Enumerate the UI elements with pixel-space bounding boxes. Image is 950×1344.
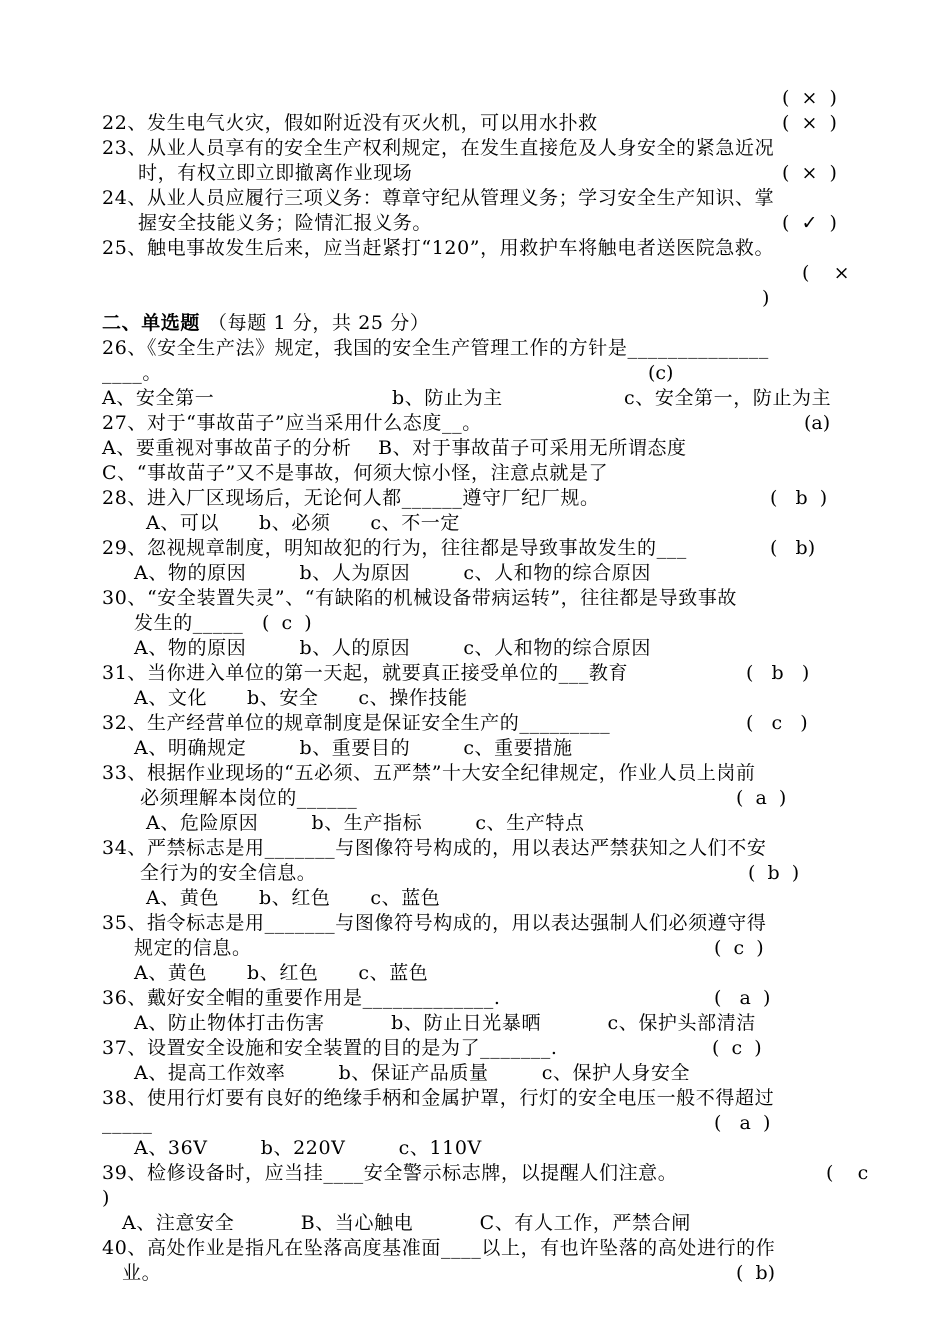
q34-text: 34、严禁标志是用_______与图像符号构成的，用以表达严禁获知之人们不安: [102, 837, 767, 859]
answer-q24: ( ✓ ): [782, 212, 837, 234]
q26-text-cont: ____。: [102, 362, 163, 384]
q33-options: A、危险原因 b、生产指标 c、生产特点: [146, 812, 585, 834]
answer-q37: ( c ): [712, 1037, 762, 1059]
q37-options: A、提高工作效率 b、保证产品质量 c、保护人身安全: [134, 1062, 691, 1084]
q38-options: A、36V b、220V c、110V: [134, 1137, 482, 1159]
q26-text: 26、《安全生产法》规定，我国的安全生产管理工作的方针是______________: [102, 337, 769, 359]
answer-q39: ( c: [826, 1162, 869, 1184]
answer-q30: ( c ): [262, 612, 312, 634]
answer-q25-close: ): [762, 287, 770, 309]
answer-q32: ( c ): [746, 712, 808, 734]
q36-text: 36、戴好安全帽的重要作用是_____________.: [102, 987, 501, 1009]
q30-text-cont: 发生的_____: [134, 612, 244, 634]
answer-q36: ( a ): [714, 987, 771, 1009]
q34-options: A、黄色 b、红色 c、蓝色: [146, 887, 441, 909]
answer-q21: ( × ): [782, 87, 837, 109]
q35-text: 35、指令标志是用_______与图像符号构成的，用以表达强制人们必须遵守得: [102, 912, 767, 934]
q33-text-cont: 必须理解本岗位的______: [140, 787, 358, 809]
q29-options: A、物的原因 b、人为原因 c、人和物的综合原因: [134, 562, 651, 584]
q40-text-cont: 业。: [122, 1262, 162, 1284]
q23-text-cont: 时，有权立即立即撤离作业现场: [138, 162, 413, 184]
q32-text: 32、生产经营单位的规章制度是保证安全生产的_________: [102, 712, 611, 734]
q28-options: A、可以 b、必须 c、不一定: [146, 512, 460, 534]
q27-option-c: C、“事故苗子”又不是事故，何须大惊小怪，注意点就是了: [102, 462, 609, 484]
q33-text: 33、根据作业现场的“五必须、五严禁”十大安全纪律规定，作业人员上岗前: [102, 762, 756, 784]
answer-q25: ( ×: [802, 262, 850, 284]
q30-options: A、物的原因 b、人的原因 c、人和物的综合原因: [134, 637, 651, 659]
q38-text: 38、使用行灯要有良好的绝缘手柄和金属护罩，行灯的安全电压一般不得超过: [102, 1087, 775, 1109]
q39-text: 39、检修设备时，应当挂____安全警示标志牌，以提醒人们注意。: [102, 1162, 678, 1184]
answer-q28: ( b ): [770, 487, 828, 509]
q38-text-cont: _____: [102, 1112, 153, 1134]
answer-q40: ( b): [736, 1262, 776, 1284]
q40-text: 40、高处作业是指凡在坠落高度基准面____以上，有也许坠落的高处进行的作: [102, 1237, 776, 1259]
q29-text: 29、忽视规章制度，明知故犯的行为，往往都是导致事故发生的___: [102, 537, 687, 559]
q23-text: 23、从业人员享有的安全生产权利规定，在发生直接危及人身安全的紧急近况: [102, 137, 775, 159]
answer-q29: ( b): [770, 537, 816, 559]
q27-text: 27、对于“事故苗子”应当采用什么态度__。: [102, 412, 482, 434]
q22-text: 22、发生电气火灾，假如附近没有灭火机，可以用水扑救: [102, 112, 598, 134]
q30-text: 30、“安全装置失灵”、“有缺陷的机械设备带病运转”，往往都是导致事故: [102, 587, 738, 609]
q26-option-c: c、安全第一，防止为主: [624, 387, 832, 409]
answer-q34: ( b ): [748, 862, 800, 884]
q34-text-cont: 全行为的安全信息。: [140, 862, 317, 884]
answer-q23: ( × ): [782, 162, 837, 184]
section-note: （每题 1 分，共 25 分）: [208, 312, 430, 334]
answer-q39-close: ): [102, 1187, 110, 1209]
answer-q22: ( × ): [782, 112, 837, 134]
q31-options: A、文化 b、安全 c、操作技能: [134, 687, 468, 709]
answer-q35: ( c ): [714, 937, 764, 959]
answer-q26: (c): [648, 362, 674, 384]
q39-options: A、注意安全 B、当心触电 C、有人工作，严禁合闸: [122, 1212, 691, 1234]
section-title: 二、单选题: [102, 312, 201, 334]
q26-option-a: A、安全第一: [102, 387, 215, 409]
q37-text: 37、设置安全设施和安全装置的目的是为了_______.: [102, 1037, 558, 1059]
answer-q33: ( a ): [736, 787, 787, 809]
q35-text-cont: 规定的信息。: [134, 937, 252, 959]
q24-text: 24、从业人员应履行三项义务：尊章守纪从管理义务；学习安全生产知识、掌: [102, 187, 775, 209]
q24-text-cont: 握安全技能义务；险情汇报义务。: [138, 212, 433, 234]
q26-option-b: b、防止为主: [392, 387, 503, 409]
q36-options: A、防止物体打击伤害 b、防止日光暴晒 c、保护头部清洁: [134, 1012, 756, 1034]
q27-options-ab: A、要重视对事故苗子的分析 B、对于事故苗子可采用无所谓态度: [102, 437, 687, 459]
q32-options: A、明确规定 b、重要目的 c、重要措施: [134, 737, 573, 759]
answer-q31: ( b ): [746, 662, 810, 684]
q35-options: A、黄色 b、红色 c、蓝色: [134, 962, 429, 984]
q28-text: 28、进入厂区现场后，无论何人都______遵守厂纪厂规。: [102, 487, 600, 509]
answer-q38: ( a ): [714, 1112, 771, 1134]
q31-text: 31、当你进入单位的第一天起，就要真正接受单位的___教育: [102, 662, 629, 684]
q25-text: 25、触电事故发生后来，应当赶紧打“120”，用救护车将触电者送医院急救。: [102, 237, 775, 259]
answer-q27: (a): [804, 412, 831, 434]
